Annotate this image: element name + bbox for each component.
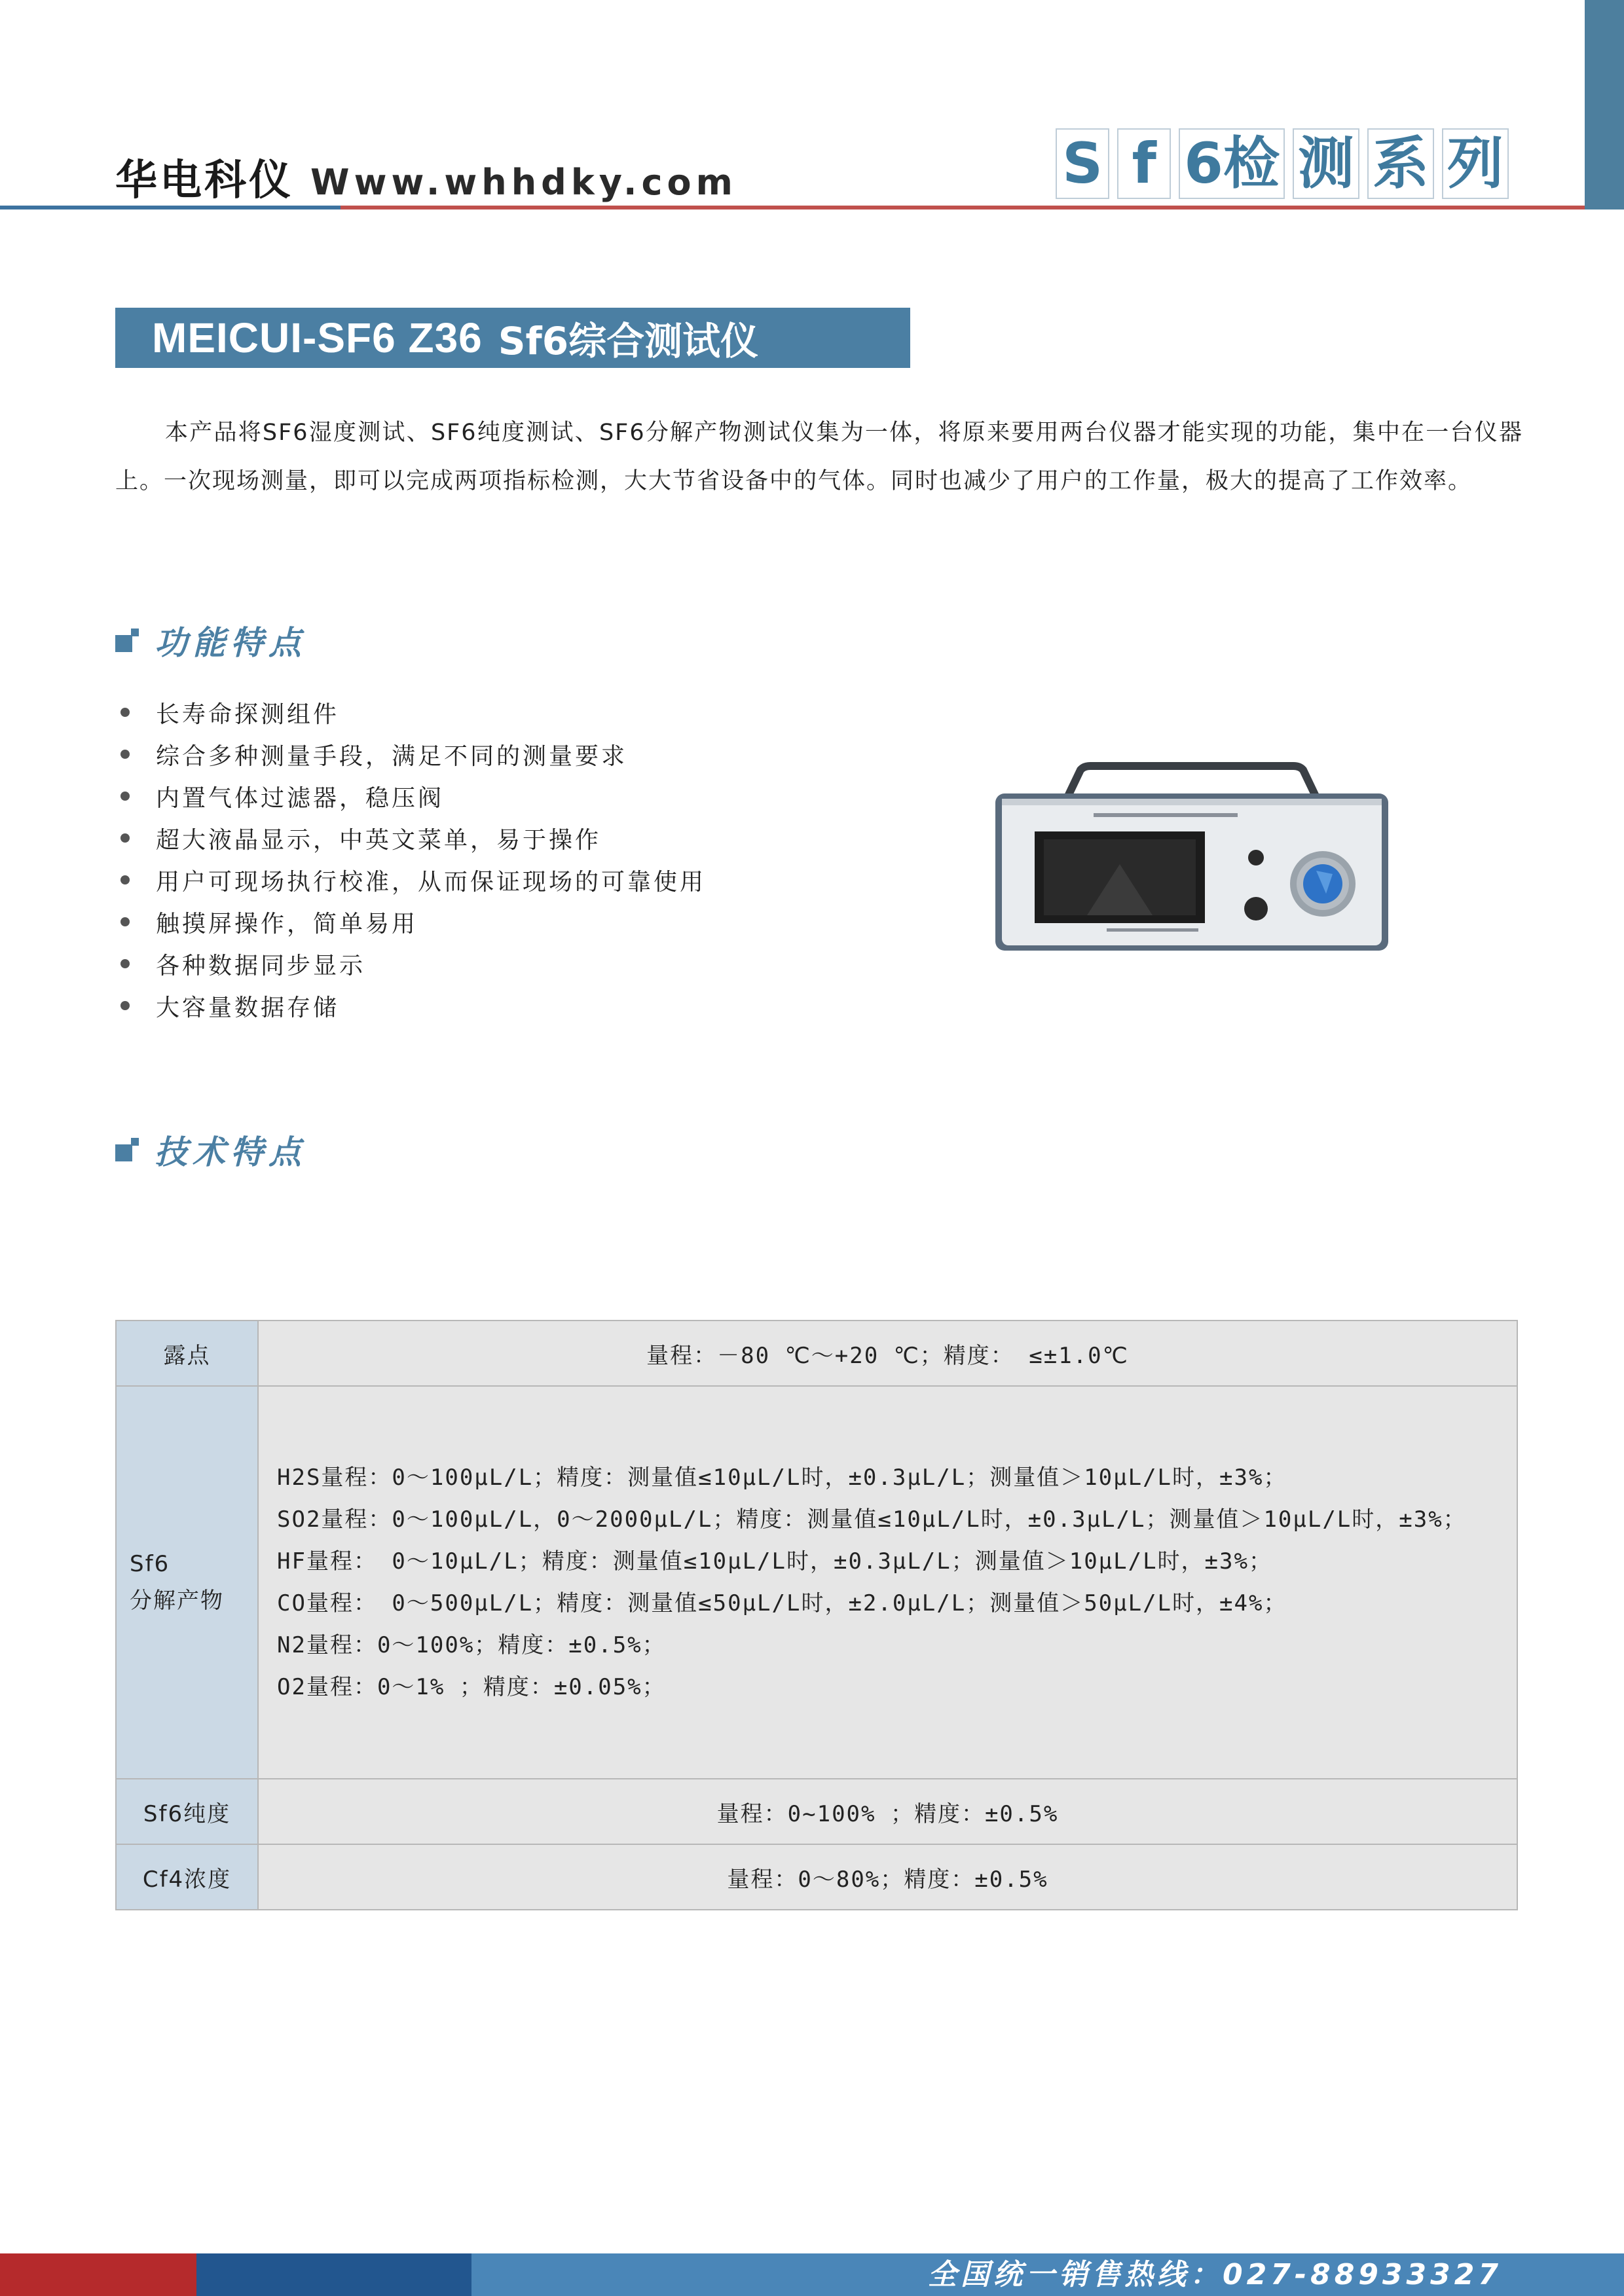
series-char: 6检 [1179,128,1285,199]
feature-text: 用户可现场执行校准，从而保证现场的可靠使用 [156,868,707,896]
list-item [115,775,706,817]
table-row [116,1844,1517,1910]
spec-label: 露点 [116,1321,258,1386]
spec-line: SO2量程：0～100μL/L，0～2000μL/L；精度：测量值≤10μL/L时，±0.3μL/L；测量值＞10μL/L时，±3%； [277,1506,1467,1533]
section-title: 功能特点 [155,624,306,662]
spec-label: Cf4浓度 [116,1844,258,1910]
series-title [1056,128,1509,199]
bullet-icon [120,875,130,884]
list-item [115,859,706,901]
bullet-icon [120,1001,130,1010]
spec-table [115,1320,1518,1910]
bullet-icon [120,959,130,968]
intro-paragraph: 本产品将SF6湿度测试、SF6纯度测试、SF6分解产物测试仪集为一体，将原来要用两台仪器才能实现的功能，集中在一台仪器上。一次现场测量，即可以完成两项指标检测，大大节省设备中的气体。同时也减少了用户的工作量，极大的提高了工作效率。 [115,420,1523,494]
footer-band-navy [196,2253,471,2296]
spec-line: CO量程： 0～500μL/L；精度：测量值≤50μL/L时，±2.0μL/L；测量值＞50μL/L时，±4%； [277,1590,1287,1616]
spec-label-line: 分解产物 [130,1588,224,1614]
spec-value: 量程：0～80%；精度：±0.5% [258,1844,1517,1910]
section-heading-features [115,617,306,664]
sales-hotline: 全国统一销售热线：027-88933327 [927,2258,1502,2291]
section-title: 技术特点 [155,1133,306,1171]
spec-label [116,1386,258,1779]
feature-text: 综合多种测量手段，满足不同的测量要求 [156,742,628,770]
spec-line: H2S量程：0～100μL/L；精度：测量值≤10μL/L时，±0.3μL/L；测量值＞10μL/L时，±3%； [277,1465,1287,1491]
section-heading-tech [115,1126,306,1173]
list-item [115,943,706,985]
header-accent-band [1585,0,1624,210]
spec-line: O2量程：0～1% ；精度：±0.05%； [277,1674,666,1700]
table-row [116,1779,1517,1844]
bullet-icon [120,833,130,843]
table-row [116,1386,1517,1779]
series-char: f [1117,128,1171,199]
feature-text: 内置气体过滤器，稳压阀 [156,784,445,812]
brand-name: 华电科仪 [115,156,293,205]
section-square-icon [115,629,139,652]
section-square-icon [115,1138,139,1161]
feature-text: 触摸屏操作，简单易用 [156,910,418,938]
table-row [116,1321,1517,1386]
list-item [115,817,706,859]
feature-text: 各种数据同步显示 [156,952,366,979]
list-item [115,733,706,775]
spec-line: HF量程： 0～10μL/L；精度：测量值≤10μL/L时，±0.3μL/L；测量值＞10μL/L时，±3%； [277,1548,1272,1575]
spec-value: 量程：－80 ℃～+20 ℃；精度： ≤±1.0℃ [258,1321,1517,1386]
product-title-bar [115,308,910,368]
list-item [115,901,706,943]
bullet-icon [120,792,130,801]
product-model: MEICUI-SF6 Z36 [152,314,483,361]
product-name: Sf6综合测试仪 [498,319,759,363]
brand-url[interactable]: Www.whhdky.com [310,162,737,203]
feature-text: 超大液晶显示，中英文菜单，易于操作 [156,826,602,854]
list-item [115,691,706,733]
brand [115,147,737,205]
device-image [989,759,1395,956]
footer-band-red [0,2253,196,2296]
list-item [115,985,706,1027]
series-char: S [1056,128,1109,199]
feature-text: 长寿命探测组件 [156,701,340,728]
bullet-icon [120,708,130,717]
header-divider-blue [0,206,341,210]
spec-value [258,1386,1517,1779]
spec-label: Sf6纯度 [116,1779,258,1844]
series-char: 测 [1293,128,1359,199]
spec-label-line: Sf6 [130,1551,170,1577]
bullet-icon [120,750,130,759]
bullet-icon [120,917,130,926]
series-char: 系 [1367,128,1434,199]
series-char: 列 [1442,128,1509,199]
spec-line: N2量程：0～100%；精度：±0.5%； [277,1632,666,1658]
features-list [115,691,706,1027]
spec-value: 量程：0~100% ；精度：±0.5% [258,1779,1517,1844]
header-divider-red [341,206,1585,210]
feature-text: 大容量数据存储 [156,994,340,1021]
